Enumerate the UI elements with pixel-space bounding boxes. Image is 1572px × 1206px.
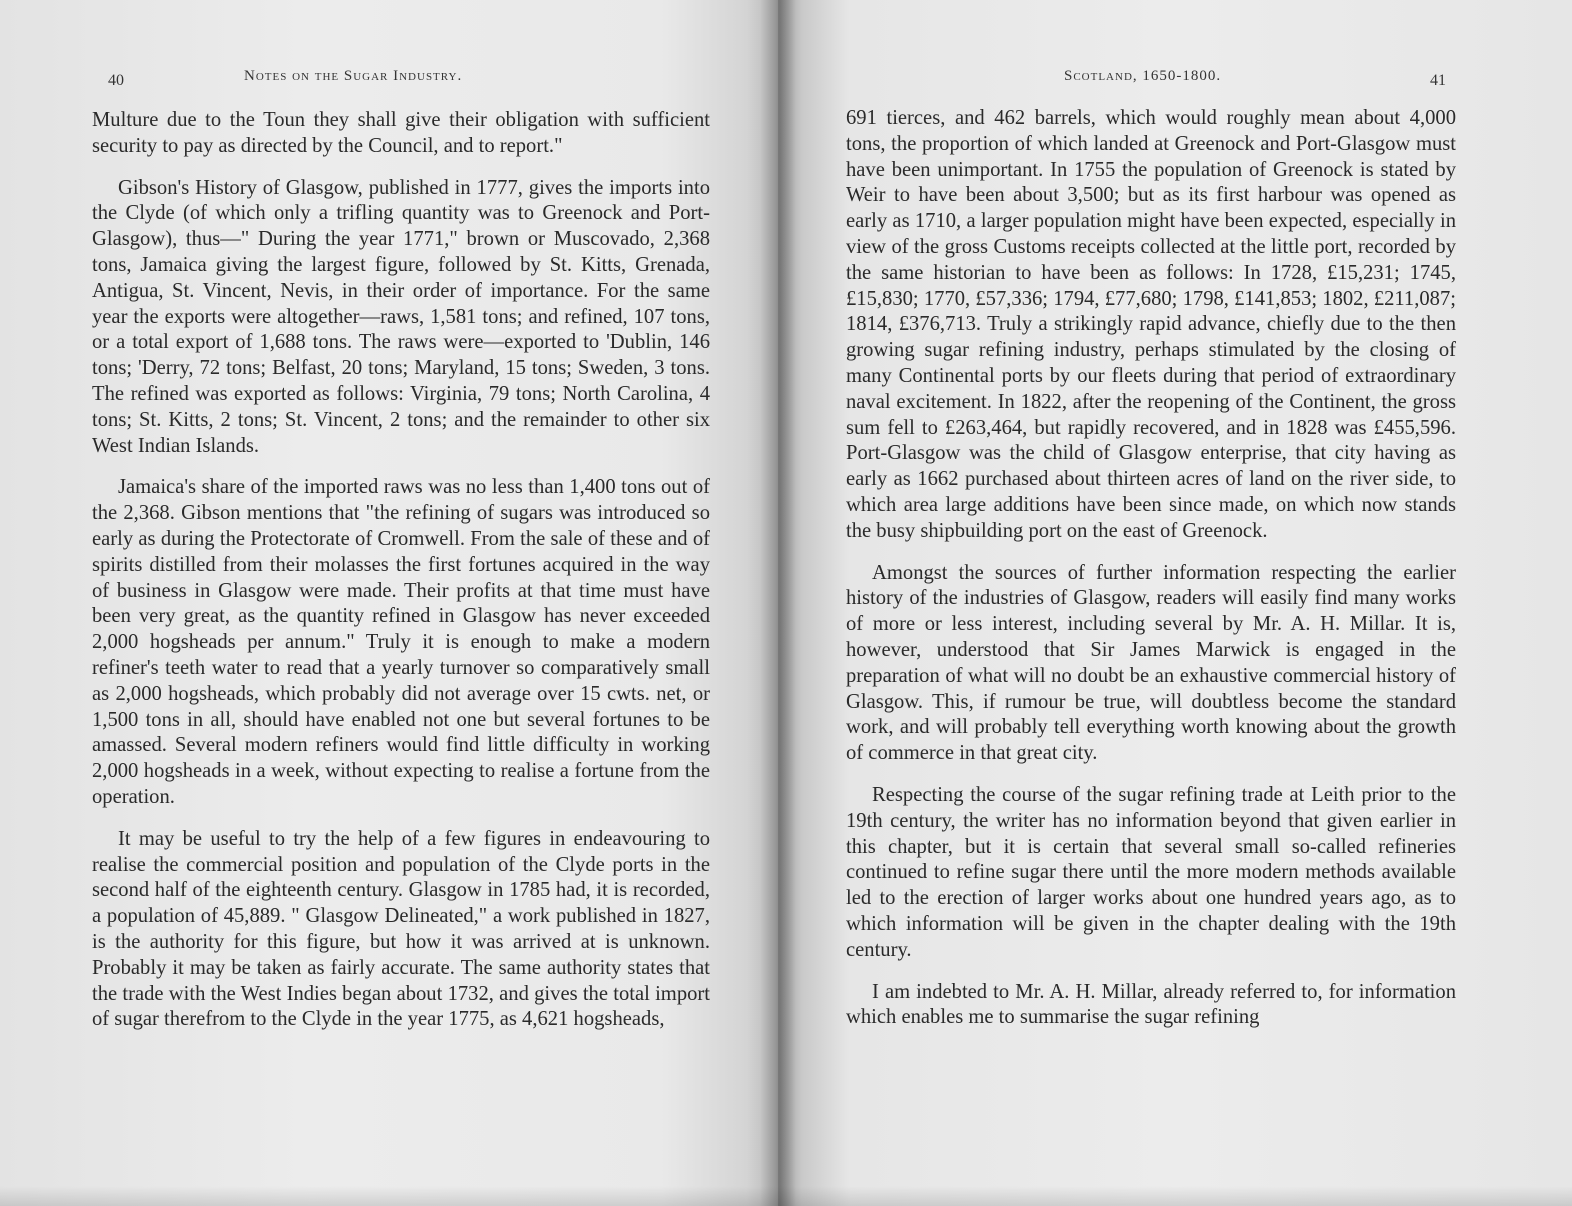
paragraph: Jamaica's share of the imported raws was no less than 1,400 tons out of the 2,368. Gibson mentions that "the refining of sugars was introduced so early as during the Protectorate of Cromwell. From the sale of these and of spirits distilled from their molasses the first fortunes acquired in the way of business in Glasgow were made. Their profits at that time must have been very great, as the quantity refined in Glasgow has never exceeded 2,000 hogsheads per annum." Truly it is enough to make a modern refiner's teeth water to read that a yearly turnover so comparatively small as 2,000 hogsheads, which probably did not average over 15 cwts. net, or 1,500 tons in all, should have enabled not one but several fortunes to be amassed. Several modern refiners would find little difficulty in working 2,000 hogsheads in a week, without expecting to realise a fortune from the operation. [92,476,710,808]
running-head: Scotland, 1650-1800. [1064,68,1222,84]
left-page [0,0,778,1206]
paragraph: It may be useful to try the help of a few figures in endeavouring to realise the commercial position and population of the Clyde ports in the second half of the eighteenth century. Glasgow in 1785 had, it is recorded, a population of 45,889. " Glasgow Delineated," a work published in 1827, is the authority for this figure, but how it was arrived at is unknown. Probably it may be taken as fairly accurate. The same authority states that the trade with the West Indies began about 1732, and gives the total import of sugar therefrom to the Clyde in the year 1775, as 4,621 hogsheads, [92,827,710,1031]
paragraph: Amongst the sources of further information respecting the earlier history of the industries of Glasgow, readers will easily find many works of more or less interest, including several by Mr. A. H. Millar. It is, however, understood that Sir James Marwick is engaged in the preparation of what will no doubt be an exhaustive commercial history of Glasgow. This, if rumour be true, will doubtless become the standard work, and will probably tell everything worth knowing about the growth of commerce in that great city. [846,561,1456,765]
body-text [846,106,1456,1047]
running-head: Notes on the Sugar Industry. [244,68,463,84]
page-bottom-edge [0,1186,1572,1206]
paragraph: Multure due to the Toun they shall give their obligation with sufficient security to pay as directed by the Council, and to report." [92,109,710,157]
body-text [92,108,710,1049]
right-page [778,0,1572,1206]
paragraph: 691 tierces, and 462 barrels, which would roughly mean about 4,000 tons, the proportion of which landed at Greenock and Port-Glasgow must have been unimportant. In 1755 the population of Greenock is stated by Weir to have been about 3,500; but as its first harbour was opened as early as 1710, a larger population might have been expected, especially in view of the gross Customs receipts collected at the little port, recorded by the same historian to have been as follows: In 1728, £15,231; 1745, £15,830; 1770, £57,336; 1794, £77,680; 1798, £141,853; 1802, £211,087; 1814, £376,713. Truly a strikingly rapid advance, chiefly due to the then growing sugar refining industry, perhaps stimulated by the closing of many Continental ports by our fleets during that period of extraordinary naval excitement. In 1822, after the reopening of the Continent, the gross sum fell to £263,464, but rapidly recovered, and in 1828 was £455,596. Port-Glasgow was the child of Glasgow enterprise, that city having as early as 1662 purchased about thirteen acres of land on the river side, to which area large additions have been since made, on which now stands the busy shipbuilding port on the east of Greenock. [846,107,1456,542]
page-number: 41 [1430,72,1446,89]
paragraph: I am indebted to Mr. A. H. Millar, already referred to, for information which enables me to summarise the sugar refining [846,980,1456,1029]
paragraph: Respecting the course of the sugar refining trade at Leith prior to the 19th century, the writer has no information beyond that given earlier in this chapter, but it is certain that several small so-called refineries continued to refine sugar there until the more modern methods available led to the erection of larger works about one hundred years ago, as to which information will be given in the chapter dealing with the 19th century. [846,783,1456,961]
paragraph: Gibson's History of Glasgow, published in 1777, gives the imports into the Clyde (of which only a trifling quantity was to Greenock and Port-Glasgow), thus—" During the year 1771," brown or Muscovado, 2,368 tons, Jamaica giving the largest figure, followed by St. Kitts, Grenada, Antigua, St. Vincent, Nevis, in their order of importance. For the same year the exports were altogether—raws, 1,581 tons; and refined, 107 tons, or a total export of 1,688 tons. The raws were—exported to 'Dublin, 146 tons; 'Derry, 72 tons; Belfast, 20 tons; Maryland, 15 tons; Sweden, 3 tons. The refined was exported as follows: Virginia, 79 tons; North Carolina, 4 tons; St. Kitts, 2 tons; St. Vincent, 2 tons; and the remainder to other six West Indian Islands. [92,176,710,457]
page-number: 40 [108,72,124,89]
gutter-shadow [760,0,796,1206]
